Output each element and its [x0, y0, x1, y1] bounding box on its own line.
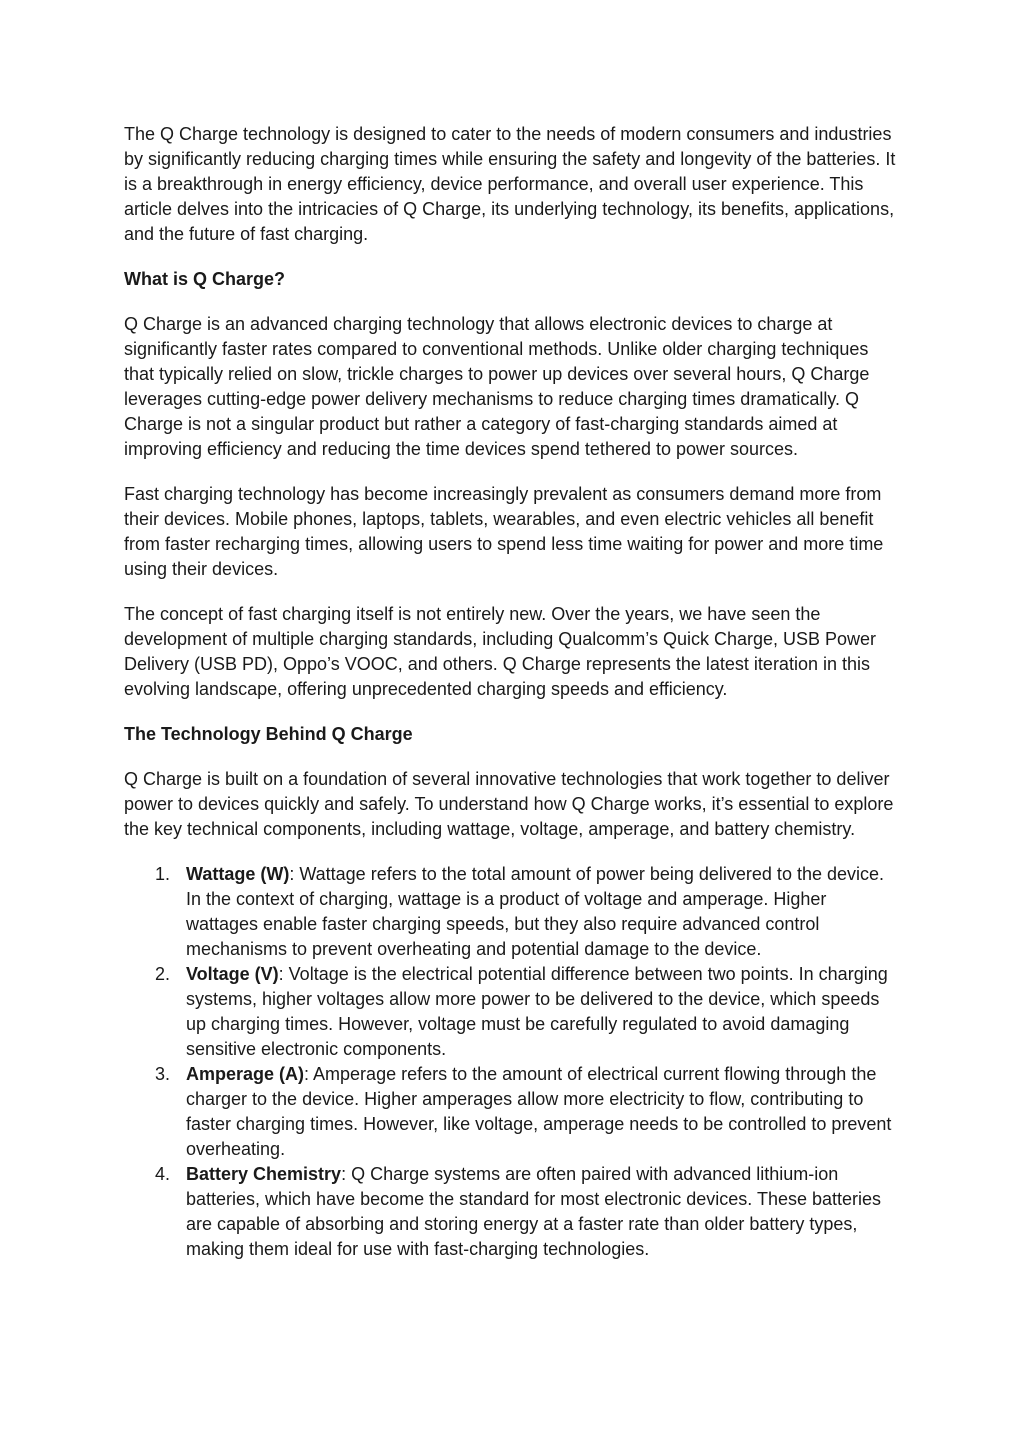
body-paragraph: The concept of fast charging itself is not entirely new. Over the years, we have seen the development of multiple charging standards, including Qualcomm’s Quick Charge, USB Power Delivery (USB PD), Oppo’s VOOC, and others. Q Charge represents the latest iteration in this evolving landscape, offering unprecedented charging speeds and efficiency. [124, 604, 877, 699]
list-item-text: : Amperage refers to the amount of electrical current flowing through the charger to the device. Higher amperages allow more electricity to flow, contributing to faster charging times. However, like voltage, amperage needs to be controlled to prevent overheating. [186, 1064, 892, 1159]
body-paragraph: Q Charge is built on a foundation of several innovative technologies that work together to deliver power to devices quickly and safely. To understand how Q Charge works, it’s essential to explore the key technical components, including wattage, voltage, amperage, and battery chemistry. [124, 769, 894, 839]
intro-paragraph: The Q Charge technology is designed to cater to the needs of modern consumers and industries by significantly reducing charging times while ensuring the safety and longevity of the batteries. It is a breakthrough in energy efficiency, device performance, and overall user experience. This article delves into the intricacies of Q Charge, its underlying technology, its benefits, applications, and the future of fast charging. [124, 124, 896, 244]
section-heading-technology: The Technology Behind Q Charge [124, 724, 413, 744]
document-page [124, 122, 900, 1262]
list-item-number: 1. [155, 864, 171, 884]
technical-components-list [124, 862, 900, 1262]
list-item [155, 1062, 900, 1162]
list-item [155, 1162, 900, 1262]
section-heading-what-is-q-charge: What is Q Charge? [124, 269, 286, 289]
list-item-term: Wattage (W) [186, 864, 290, 884]
body-paragraph: Fast charging technology has become increasingly prevalent as consumers demand more from their devices. Mobile phones, laptops, tablets, wearables, and even electric vehicles all benefit from faster recharging times, allowing users to spend less time waiting for power and more time using their devices. [124, 484, 884, 579]
list-item-term: Amperage (A) [186, 1064, 305, 1084]
list-item-text: : Wattage refers to the total amount of power being delivered to the device. In the context of charging, wattage is a product of voltage and amperage. Higher wattages enable faster charging speeds, but they also require advanced control mechanisms to prevent overheating and potential damage to the device. [186, 864, 885, 959]
list-item-number: 3. [155, 1064, 171, 1084]
list-item-number: 4. [155, 1164, 171, 1184]
list-item [155, 862, 900, 962]
list-item-text: : Voltage is the electrical potential difference between two points. In charging systems, higher voltages allow more power to be delivered to the device, which speeds up charging times. However, voltage must be carefully regulated to avoid damaging sensitive electronic components. [186, 964, 888, 1059]
list-item [155, 962, 900, 1062]
list-item-text: : Q Charge systems are often paired with advanced lithium-ion batteries, which have become the standard for most electronic devices. These batteries are capable of absorbing and storing energy at a faster rate than older battery types, making them ideal for use with fast-charging technologies. [186, 1164, 882, 1259]
list-item-term: Battery Chemistry [186, 1164, 342, 1184]
body-paragraph: Q Charge is an advanced charging technology that allows electronic devices to charge at significantly faster rates compared to conventional methods. Unlike older charging techniques that typically relied on slow, trickle charges to power up devices over several hours, Q Charge leverages cutting-edge power delivery mechanisms to reduce charging times dramatically. Q Charge is not a singular product but rather a category of fast-charging standards aimed at improving efficiency and reducing the time devices spend tethered to power sources. [124, 314, 870, 459]
list-item-term: Voltage (V) [186, 964, 279, 984]
list-item-number: 2. [155, 964, 171, 984]
